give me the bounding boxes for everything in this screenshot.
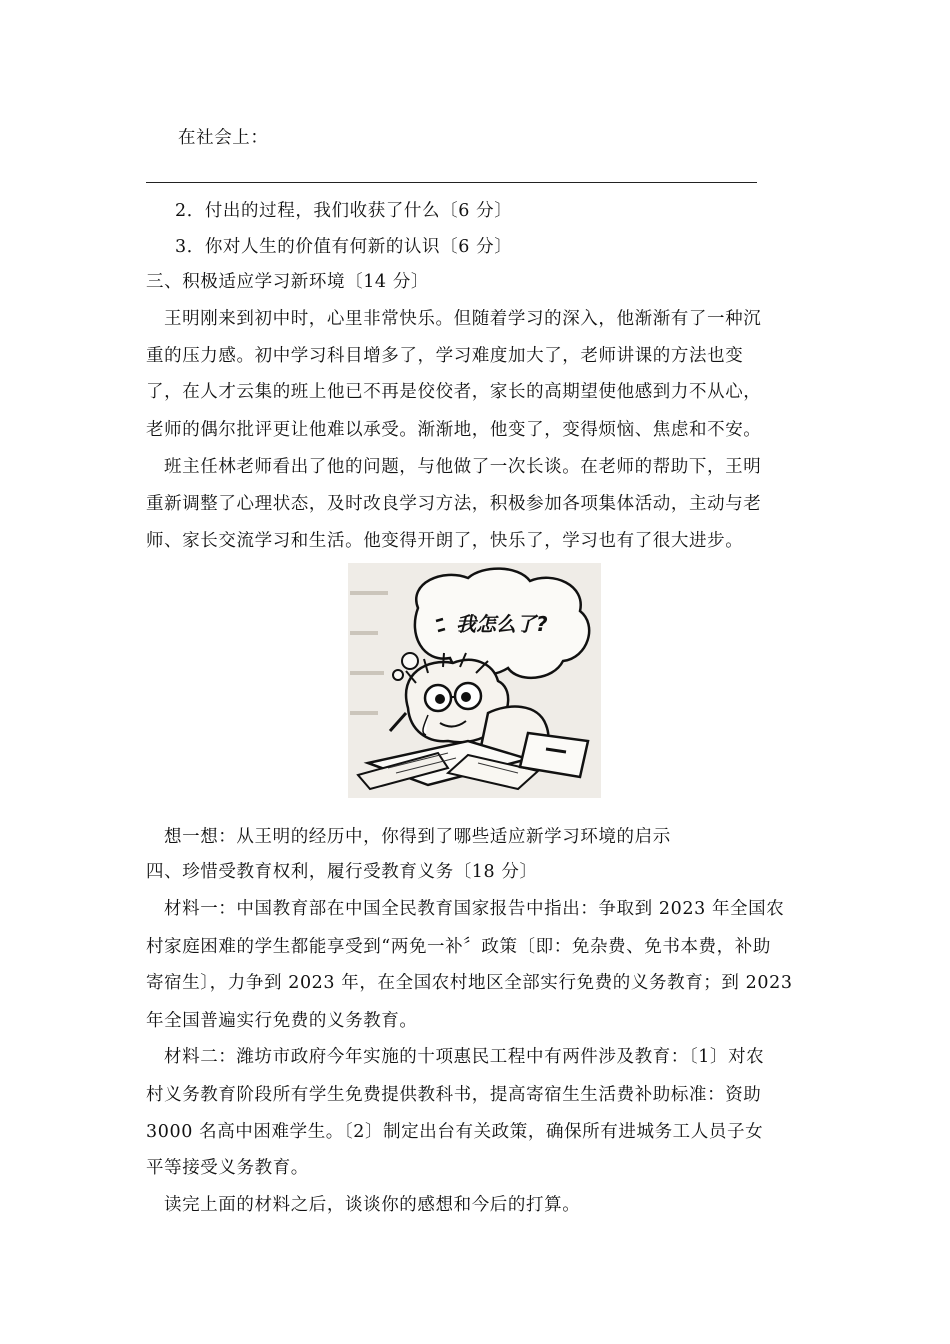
section-3-heading: 三、积极适应学习新环境〔14 分〕 bbox=[146, 272, 430, 292]
cartoon-illustration bbox=[348, 563, 601, 798]
paragraph-line: 材料一：中国教育部在中国全民教育国家报告中指出：争取到 2023 年全国农 bbox=[164, 899, 785, 919]
paragraph-line: 老师的偶尔批评更让他难以承受。渐渐地，他变了，变得烦恼、焦虑和不安。 bbox=[146, 420, 762, 440]
paragraph-line: 王明刚来到初中时，心里非常快乐。但随着学习的深入，他渐渐有了一种沉 bbox=[164, 309, 762, 329]
paragraph-line: 了，在人才云集的班上他已不再是佼佼者，家长的高期望使他感到力不从心， bbox=[146, 382, 762, 402]
paragraph-line: 重的压力感。初中学习科目增多了，学习难度加大了，老师讲课的方法也变 bbox=[146, 346, 744, 366]
section-4-heading: 四、珍惜受教育权利，履行受教育义务〔18 分〕 bbox=[146, 862, 538, 882]
answer-underline bbox=[146, 182, 757, 183]
think-prompt: 想一想：从王明的经历中，你得到了哪些适应新学习环境的启示 bbox=[164, 827, 671, 847]
text-line-society: 在社会上： bbox=[178, 128, 269, 148]
paragraph-line: 班主任林老师看出了他的问题，与他做了一次长谈。在老师的帮助下，王明 bbox=[164, 457, 762, 477]
question-3: 3．你对人生的价值有何新的认识〔6 分〕 bbox=[175, 237, 513, 257]
paragraph-line: 平等接受义务教育。 bbox=[146, 1158, 309, 1178]
paragraph-line: 村义务教育阶段所有学生免费提供教科书，提高寄宿生生活费补助标准：资助 bbox=[146, 1085, 762, 1105]
thought-bubble-text: 我怎么了? bbox=[456, 612, 548, 636]
paragraph-line: 重新调整了心理状态，及时改良学习方法，积极参加各项集体活动，主动与老 bbox=[146, 494, 762, 514]
paragraph-line: 年全国普遍实行免费的义务教育。 bbox=[146, 1011, 418, 1031]
paragraph-line: 村家庭困难的学生都能享受到“两免一补〞政策〔即：免杂费、免书本费，补助 bbox=[146, 937, 771, 957]
question-2: 2．付出的过程，我们收获了什么〔6 分〕 bbox=[175, 201, 513, 221]
final-prompt: 读完上面的材料之后，谈谈你的感想和今后的打算。 bbox=[164, 1195, 581, 1215]
paragraph-line: 材料二：潍坊市政府今年实施的十项惠民工程中有两件涉及教育：〔1〕对农 bbox=[164, 1047, 765, 1067]
paragraph-line: 师、家长交流学习和生活。他变得开朗了，快乐了，学习也有了很大进步。 bbox=[146, 531, 744, 551]
paragraph-line: 3000 名高中困难学生。〔2〕制定出台有关政策，确保所有进城务工人员子女 bbox=[146, 1122, 764, 1142]
paragraph-line: 寄宿生〕，力争到 2023 年，在全国农村地区全部实行免费的义务教育；到 2023 bbox=[146, 973, 793, 993]
